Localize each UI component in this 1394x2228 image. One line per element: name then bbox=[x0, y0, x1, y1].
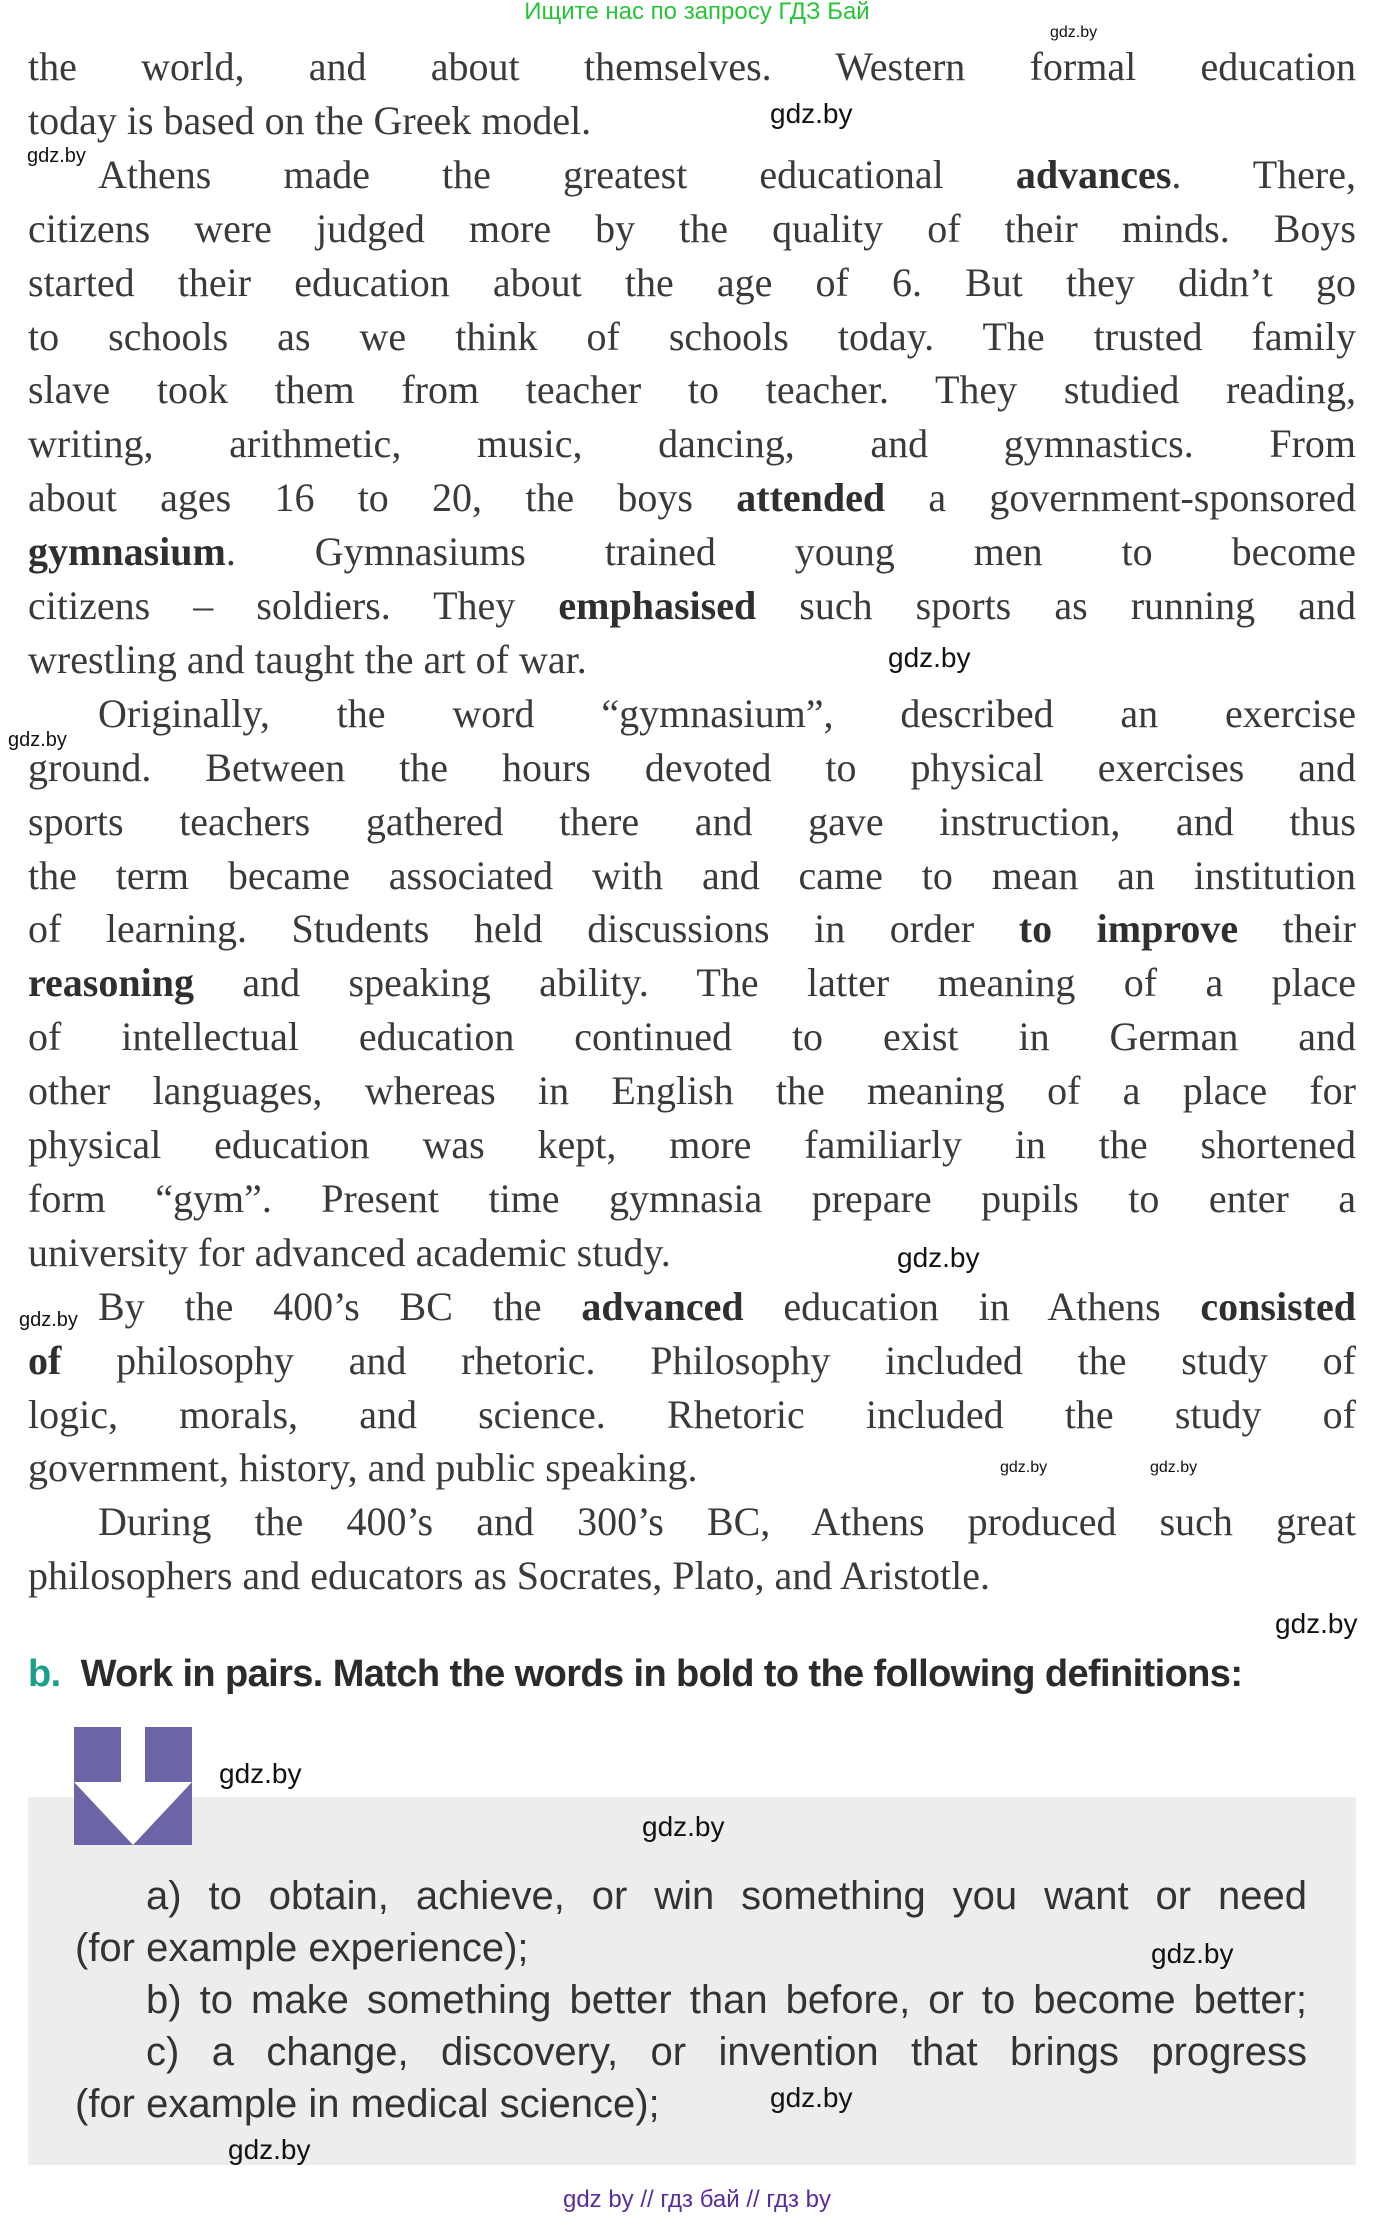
text-line bbox=[28, 259, 1356, 311]
text-line bbox=[28, 1067, 1356, 1119]
text-segment: started their education about the age of 6. But they didn’t go bbox=[28, 260, 1356, 305]
text-segment: form “gym”. Present time gymnasia prepare pupils to enter a bbox=[28, 1176, 1356, 1221]
definition-c-cont: (for example in medical science); bbox=[75, 2082, 660, 2126]
text-segment: a government-sponsored bbox=[885, 475, 1356, 520]
text-segment: and speaking ability. The latter meaning of a place bbox=[193, 960, 1356, 1005]
text-segment: to schools as we think of schools today. The trusted family bbox=[28, 314, 1356, 359]
bold-word: attended bbox=[736, 475, 886, 520]
text-segment: the term became associated with and came to mean an institution bbox=[28, 853, 1356, 898]
watermark: gdz.by bbox=[1150, 1459, 1198, 1476]
bold-word: advances bbox=[1015, 152, 1172, 197]
bold-word: emphasised bbox=[558, 583, 757, 628]
watermark: gdz.by bbox=[219, 1758, 302, 1789]
text-line bbox=[28, 636, 587, 688]
text-segment: university for advanced academic study. bbox=[28, 1230, 671, 1275]
text-segment: sports teachers gathered there and gave instruction, and thus bbox=[28, 799, 1356, 844]
definition-a-cont: (for example experience); bbox=[75, 1926, 529, 1970]
text-segment: citizens – soldiers. They bbox=[28, 583, 559, 628]
text-segment: of intellectual education continued to exist in German and bbox=[28, 1014, 1356, 1059]
text-line bbox=[28, 1229, 671, 1281]
text-segment: logic, morals, and science. Rhetoric included the study of bbox=[28, 1392, 1356, 1437]
task-label: b. bbox=[28, 1653, 61, 1695]
text-segment: philosophers and educators as Socrates, Plato, and Aristotle. bbox=[28, 1553, 991, 1598]
text-segment: today is based on the Greek model. bbox=[28, 98, 592, 143]
bold-word: gymnasium bbox=[28, 529, 226, 574]
text-line bbox=[28, 959, 1356, 1011]
text-segment: ground. Between the hours devoted to physical exercises and bbox=[28, 745, 1356, 790]
down-arrow-icon bbox=[74, 1727, 192, 1845]
bold-word: consisted bbox=[1200, 1284, 1356, 1329]
text-line bbox=[28, 474, 1356, 526]
text-segment: . Gymnasiums trained young men to become bbox=[225, 529, 1356, 574]
text-segment: physical education was kept, more familiarly in the shortened bbox=[28, 1122, 1356, 1167]
definition-b: b) to make something better than before, or to become better; bbox=[146, 1978, 1307, 2022]
text-segment: By the 400’s BC the bbox=[98, 1284, 582, 1329]
task-text: Work in pairs. Match the words in bold to the following definitions: bbox=[80, 1653, 1243, 1695]
text-line bbox=[28, 1121, 1356, 1173]
bold-word: of bbox=[28, 1338, 62, 1383]
text-line bbox=[28, 905, 1356, 957]
search-banner[interactable]: Ищите нас по запросу ГДЗ Бай bbox=[524, 0, 870, 25]
watermark: gdz.by bbox=[1275, 1608, 1358, 1639]
text-line bbox=[28, 1175, 1356, 1227]
definition-a: a) to obtain, achieve, or win something you want or need bbox=[146, 1874, 1307, 1918]
text-segment: government, history, and public speaking. bbox=[28, 1445, 698, 1490]
text-line bbox=[28, 1552, 990, 1604]
text-segment: such sports as running and bbox=[756, 583, 1356, 628]
text-segment: . There, bbox=[1171, 152, 1356, 197]
text-segment: about ages 16 to 20, the boys bbox=[28, 475, 737, 520]
text-line bbox=[98, 1498, 1356, 1550]
text-line bbox=[28, 528, 1356, 580]
bold-word: advanced bbox=[581, 1284, 744, 1329]
text-line bbox=[28, 744, 1356, 796]
text-segment: citizens were judged more by the quality of their minds. Boys bbox=[28, 206, 1356, 251]
text-line bbox=[28, 43, 1356, 95]
text-line bbox=[28, 366, 1356, 418]
watermark: gdz.by bbox=[1151, 1938, 1234, 1969]
watermark: gdz.by bbox=[770, 98, 853, 129]
text-segment: Athens made the greatest educational bbox=[98, 152, 1016, 197]
watermark: gdz.by bbox=[8, 729, 67, 751]
definition-c: c) a change, discovery, or invention that brings progress bbox=[146, 2030, 1307, 2074]
text-line bbox=[28, 1013, 1356, 1065]
text-line bbox=[28, 1391, 1356, 1443]
text-segment: of learning. Students held discussions in order bbox=[28, 906, 1019, 951]
watermark: gdz.by bbox=[642, 1811, 725, 1842]
text-line bbox=[98, 1283, 1356, 1335]
text-segment: their bbox=[1238, 906, 1356, 951]
text-line bbox=[98, 690, 1356, 742]
watermark: gdz.by bbox=[897, 1242, 980, 1273]
text-line bbox=[28, 852, 1356, 904]
text-line bbox=[28, 582, 1356, 634]
bold-word: to improve bbox=[1018, 906, 1239, 951]
watermark: gdz.by bbox=[27, 145, 86, 167]
text-line bbox=[28, 313, 1356, 365]
text-segment: the world, and about themselves. Western formal education bbox=[28, 44, 1356, 89]
watermark: gdz.by bbox=[1000, 1459, 1048, 1476]
watermark: gdz.by bbox=[19, 1309, 78, 1331]
task-heading bbox=[28, 1652, 1242, 1696]
text-segment: philosophy and rhetoric. Philosophy included the study of bbox=[61, 1338, 1356, 1383]
watermark: gdz.by bbox=[228, 2134, 311, 2165]
text-line bbox=[28, 1444, 698, 1496]
text-segment: education in Athens bbox=[743, 1284, 1201, 1329]
text-line bbox=[98, 151, 1356, 203]
text-segment: Originally, the word “gymnasium”, described an exercise bbox=[98, 691, 1356, 736]
text-segment: slave took them from teacher to teacher. They studied reading, bbox=[28, 367, 1356, 412]
watermark: gdz.by bbox=[770, 2082, 853, 2113]
footer-links[interactable]: gdz by // гдз бай // гдз by bbox=[562, 2186, 832, 2213]
bold-word: reasoning bbox=[28, 960, 194, 1005]
text-line bbox=[28, 205, 1356, 257]
text-line bbox=[28, 97, 591, 149]
text-line bbox=[28, 1337, 1356, 1389]
text-segment: writing, arithmetic, music, dancing, and gymnastics. From bbox=[28, 421, 1356, 466]
watermark: gdz.by bbox=[1050, 24, 1098, 41]
text-segment: other languages, whereas in English the meaning of a place for bbox=[28, 1068, 1356, 1113]
text-line bbox=[28, 420, 1356, 472]
text-segment: During the 400’s and 300’s BC, Athens produced such great bbox=[98, 1499, 1356, 1544]
text-line bbox=[28, 798, 1356, 850]
watermark: gdz.by bbox=[888, 642, 971, 673]
text-segment: wrestling and taught the art of war. bbox=[28, 637, 587, 682]
